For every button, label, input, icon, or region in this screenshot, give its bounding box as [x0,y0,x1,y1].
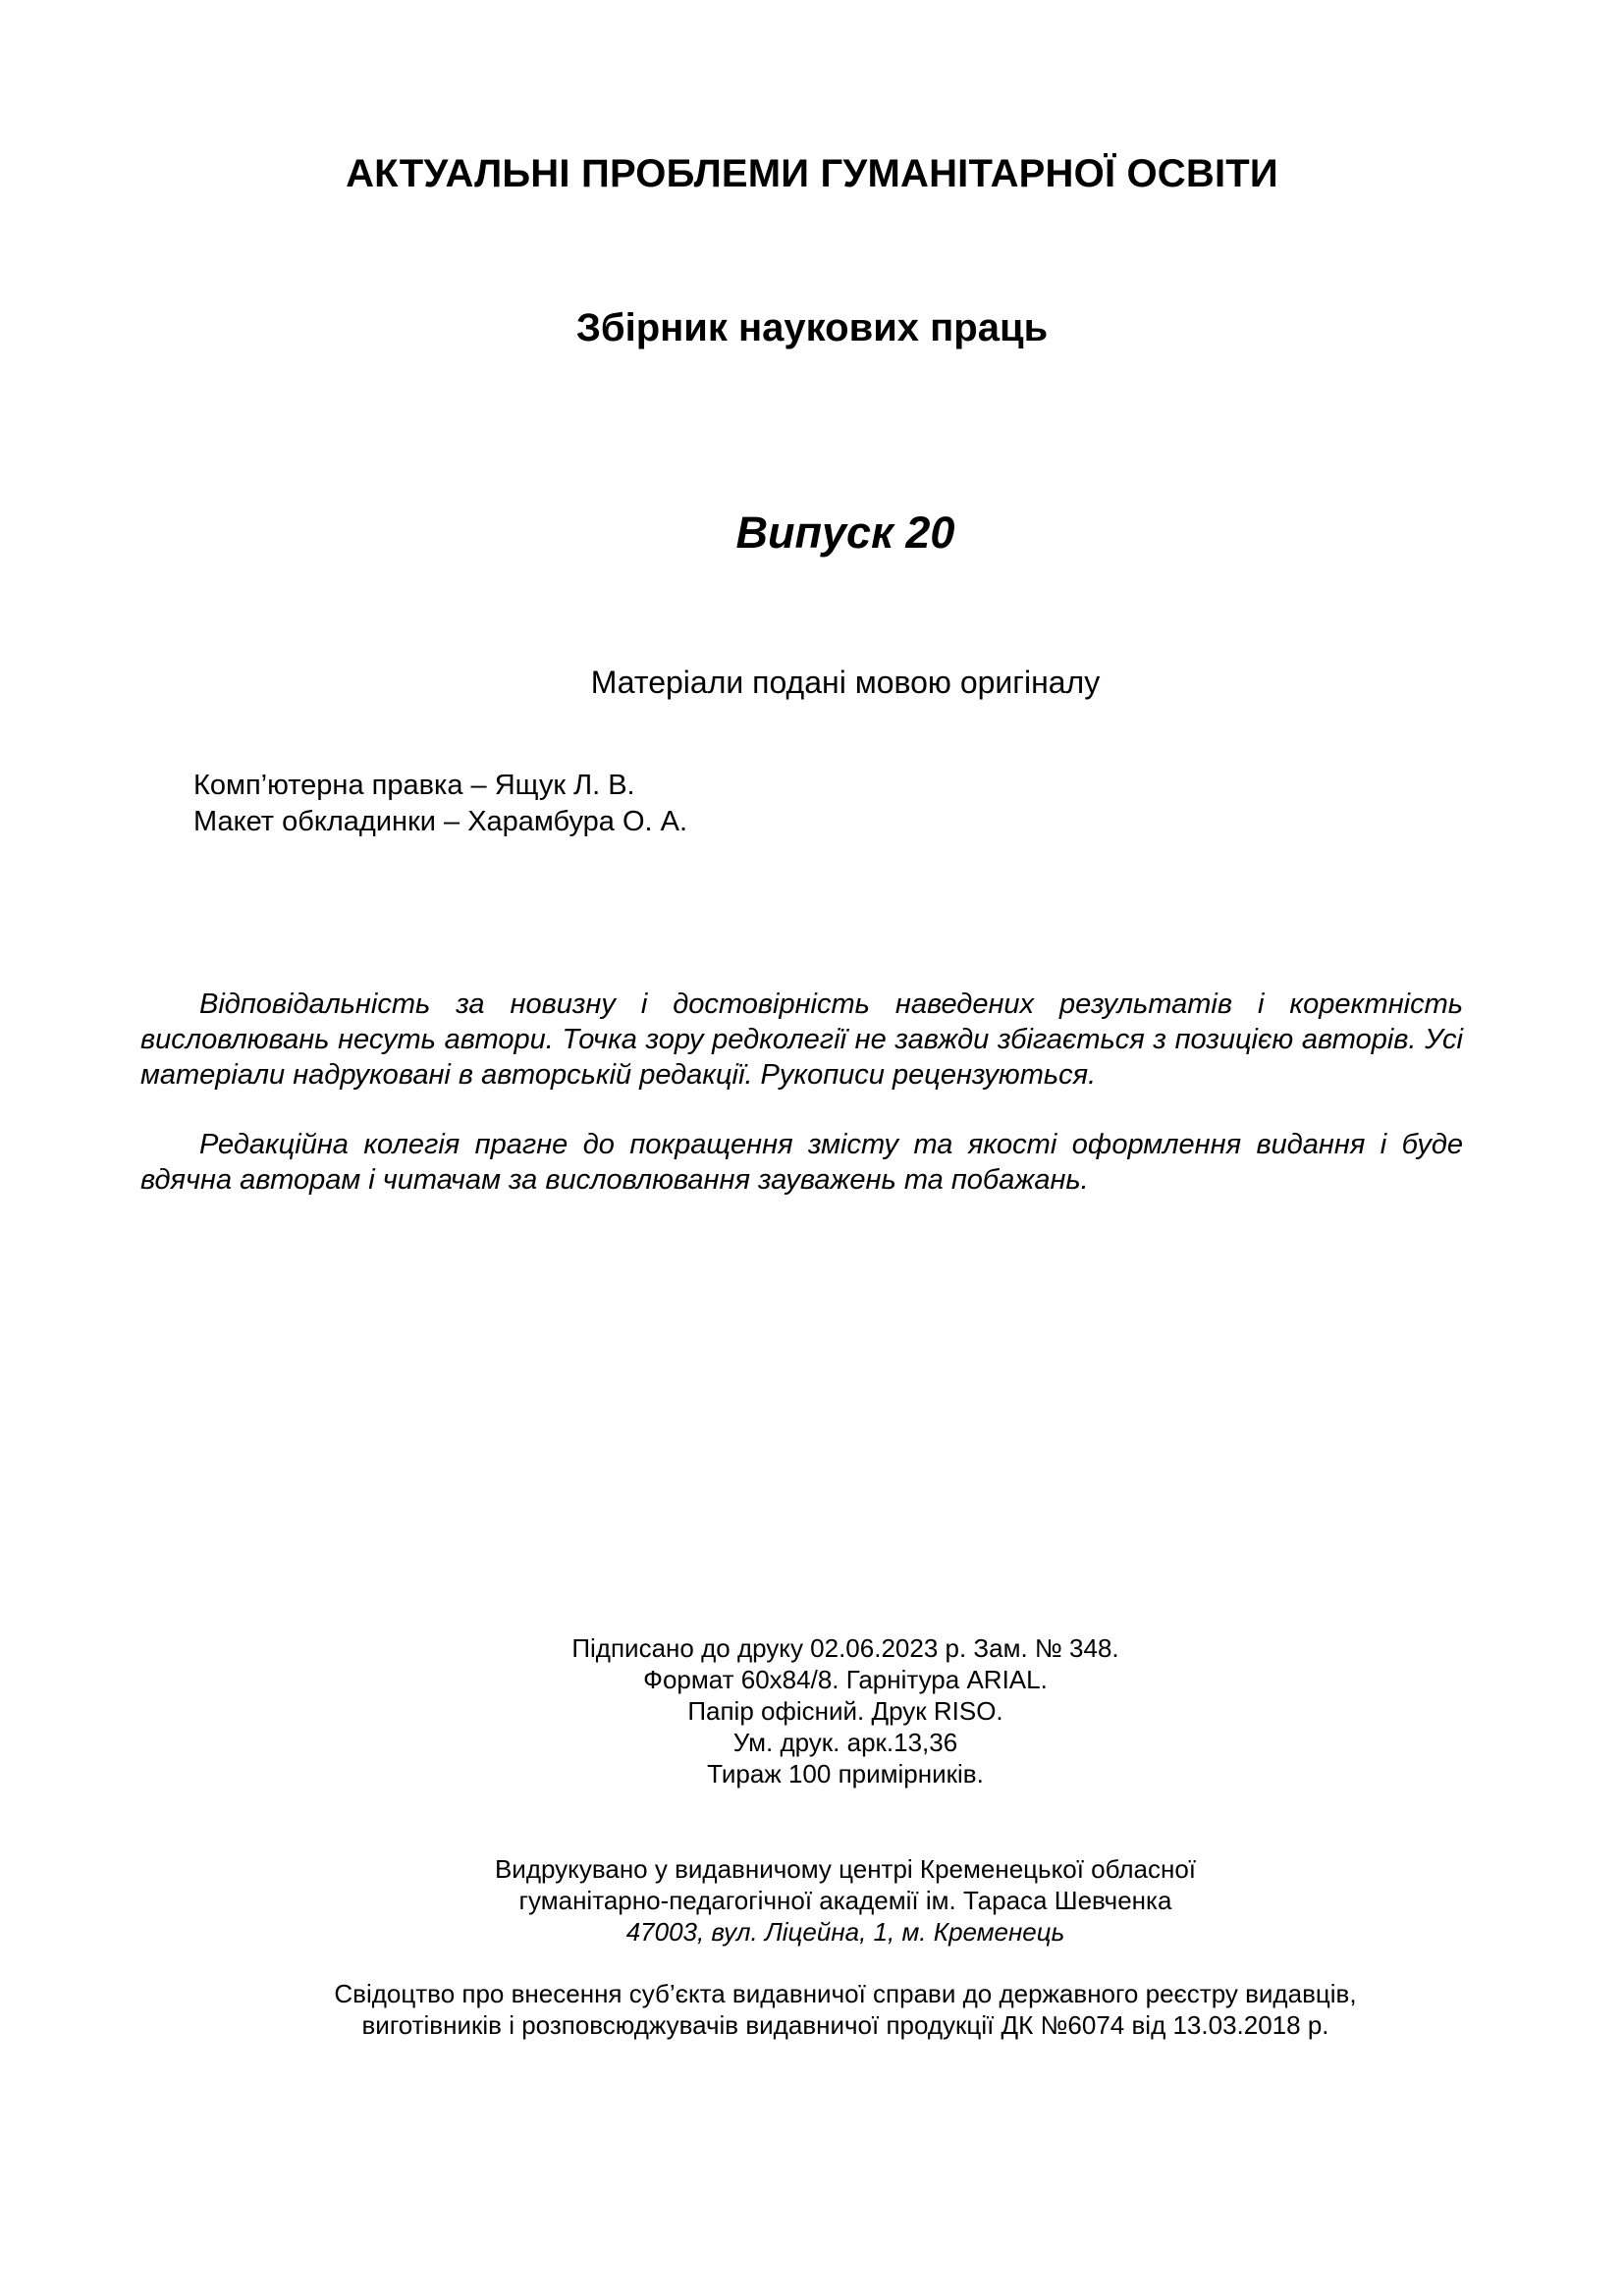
language-note: Матеріали подані мовою оригіналу [590,665,1101,700]
issue-number: Випуск 20 [735,507,955,558]
certificate-line: Свідоцтво про внесення суб’єкта видавничої справи до державного реєстру видавців, [334,1979,1357,2008]
imprint-line: Папір офісний. Друк RISO. [687,1696,1003,1726]
printer-line: гуманітарно-педагогічної академії ім. Тараса Шевченка [518,1886,1172,1915]
imprint-block [0,1632,1624,1789]
certificate-line: виготівників і розповсюджувачів видавничої продукції ДК №6074 від 13.03.2018 р. [361,2010,1329,2040]
credit-cover: Макет обкладинки – Харамбура О. А. [193,806,688,837]
imprint-line: Підписано до друку 02.06.2023 р. Зам. № 348. [571,1633,1119,1663]
imprint-line: Формат 60х84/8. Гарнітура ARIAL. [643,1665,1048,1694]
certificate-block [0,1978,1624,2041]
editorial-note-paragraph: Редакційна колегія прагне до покращення змісту та якості оформлення видання і буде вдячна авторам і читачам за висловлювання зауважень та побажань. [140,1129,1463,1196]
disclaimer-paragraph: Відповідальність за новизну і достовірність наведених результатів і коректність висловлювань несуть автори. Точка зору редколегії не завжди збігається з позицією авторів. Усі матеріали надруковані в авторській редакції. Рукописи рецензуються. [140,988,1463,1091]
document-subtitle: Збірник наукових праць [575,306,1049,349]
document-title: АКТУАЛЬНІ ПРОБЛЕМИ ГУМАНІТАРНОЇ ОСВІТИ [346,152,1278,195]
printer-block [0,1853,1624,1948]
printer-address: 47003, вул. Ліцейна, 1, м. Кременець [625,1917,1065,1947]
printer-line: Видрукувано у видавничому центрі Кременецької обласної [494,1854,1197,1884]
credits-block [193,768,687,840]
imprint-line: Тираж 100 примірників. [707,1759,984,1789]
imprint-line: Ум. друк. арк.13,36 [732,1728,958,1757]
credit-typesetting: Комп’ютерна правка – Ящук Л. В. [193,770,635,801]
